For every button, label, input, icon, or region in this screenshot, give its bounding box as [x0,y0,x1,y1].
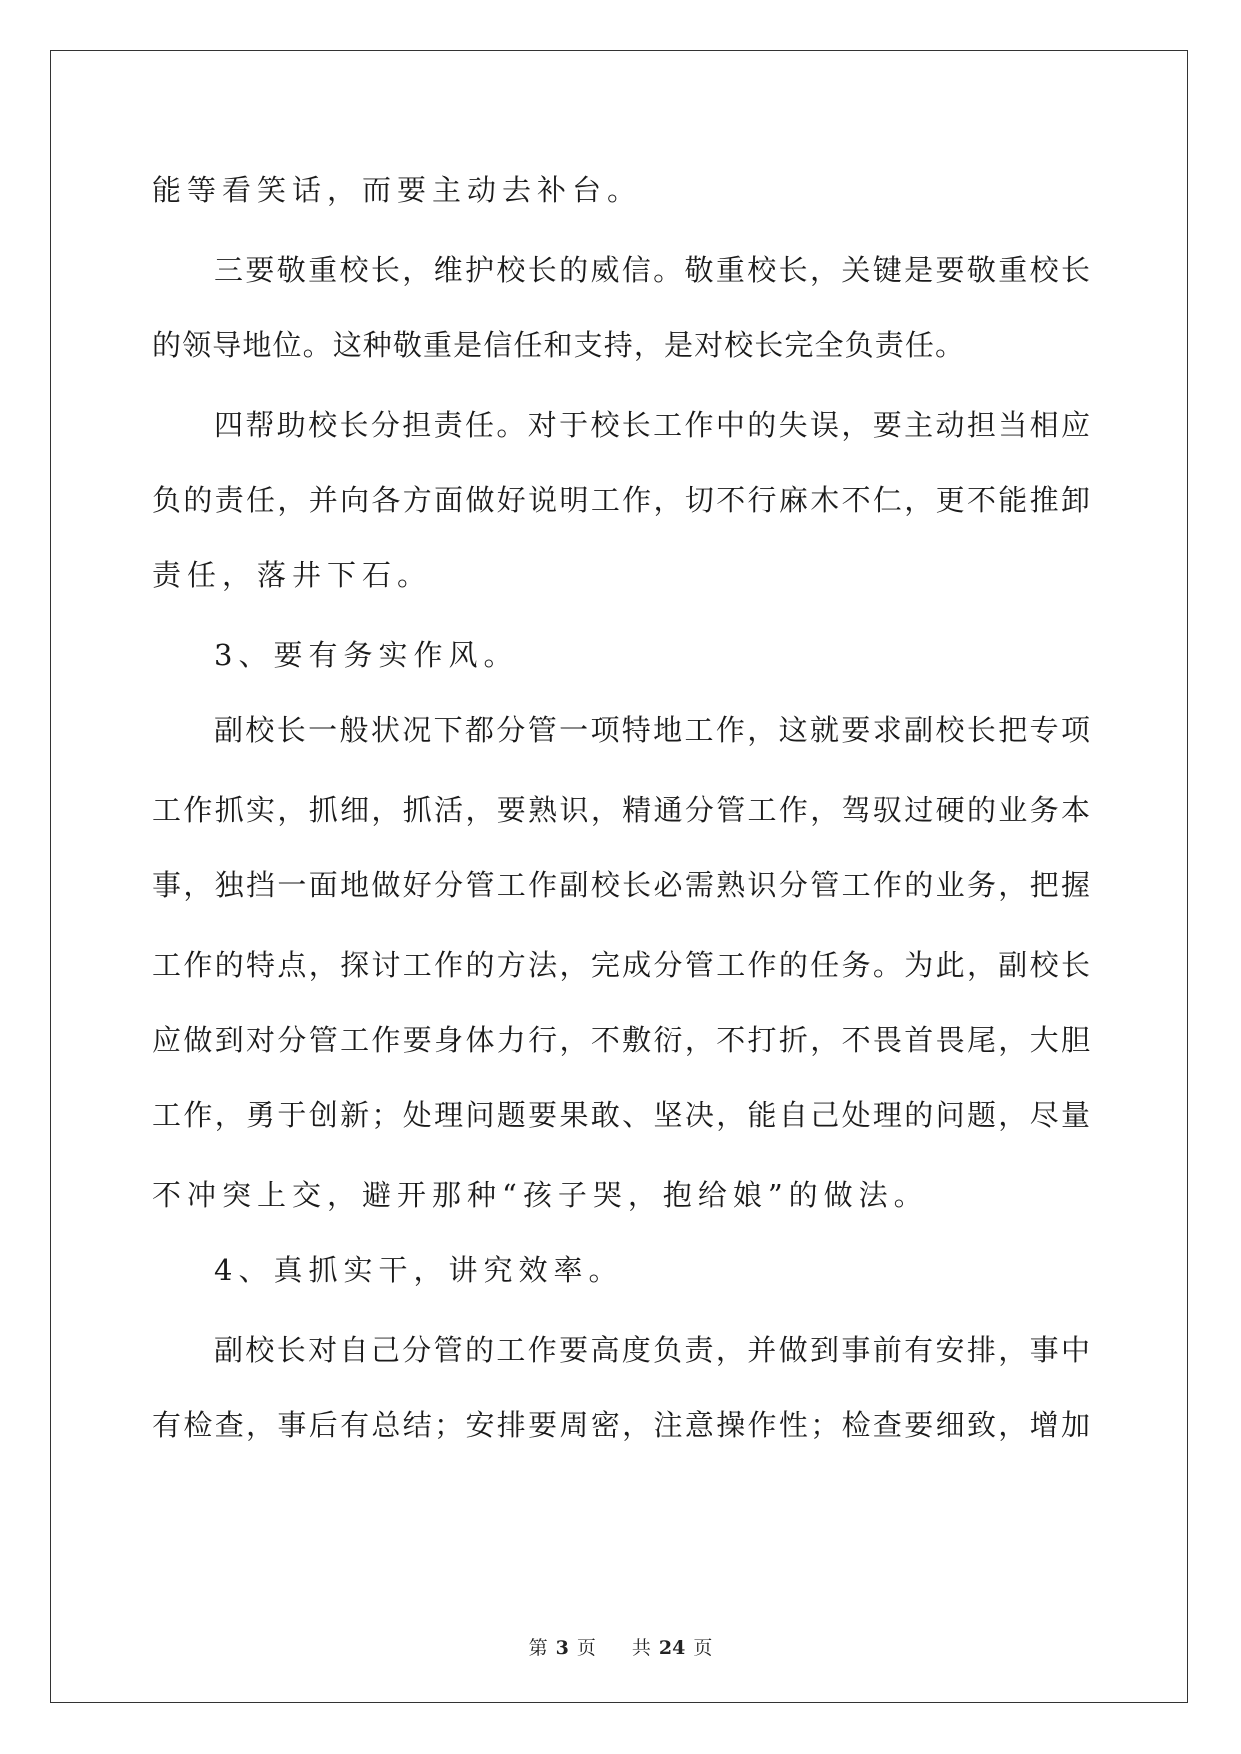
section-heading: 4、真抓实干，讲究效率。 [214,1253,624,1287]
paragraph-line: 四帮助校长分担责任。对于校长工作中的失误，要主动担当相应 [214,408,1090,442]
page-prefix: 第 [528,1637,548,1659]
total-page-number: 24 [658,1637,686,1659]
text-line: 事，独挡一面地做好分管工作副校长必需熟识分管工作的业务，把握 [152,868,1090,902]
text-line: 工作的特点，探讨工作的方法，完成分管工作的任务。为此，副校长 [152,948,1090,982]
text-line: 责任，落井下石。 [152,558,433,592]
text-line: 工作，勇于创新；处理问题要果敢、坚决，能自己处理的问题，尽量 [152,1098,1090,1132]
text-line: 不冲突上交，避开那种“孩子哭，抱给娘”的做法。 [152,1178,929,1212]
paragraph-line: 副校长一般状况下都分管一项特地工作，这就要求副校长把专项 [214,713,1090,747]
text-line: 的领导地位。这种敬重是信任和支持，是对校长完全负责任。 [152,328,964,362]
paragraph-line: 副校长对自己分管的工作要高度负责，并做到事前有安排，事中 [214,1333,1090,1367]
text-line: 有检查，事后有总结；安排要周密，注意操作性；检查要细致，增加 [152,1408,1090,1442]
paragraph-line: 三要敬重校长，维护校长的威信。敬重校长，关键是要敬重校长 [214,253,1090,287]
page-suffix: 页 [576,1637,596,1659]
section-heading: 3、要有务实作风。 [214,638,519,672]
total-suffix: 页 [693,1637,713,1659]
text-line: 负的责任，并向各方面做好说明工作，切不行麻木不仁，更不能推卸 [152,483,1090,517]
total-prefix: 共 [631,1637,651,1659]
text-line: 工作抓实，抓细，抓活，要熟识，精通分管工作，驾驭过硬的业务本 [152,793,1090,827]
current-page-number: 3 [555,1637,569,1659]
text-line: 应做到对分管工作要身体力行，不敷衍，不打折，不畏首畏尾，大胆 [152,1023,1090,1057]
page-number-footer [0,1633,1241,1660]
text-line: 能等看笑话，而要主动去补台。 [152,173,643,207]
